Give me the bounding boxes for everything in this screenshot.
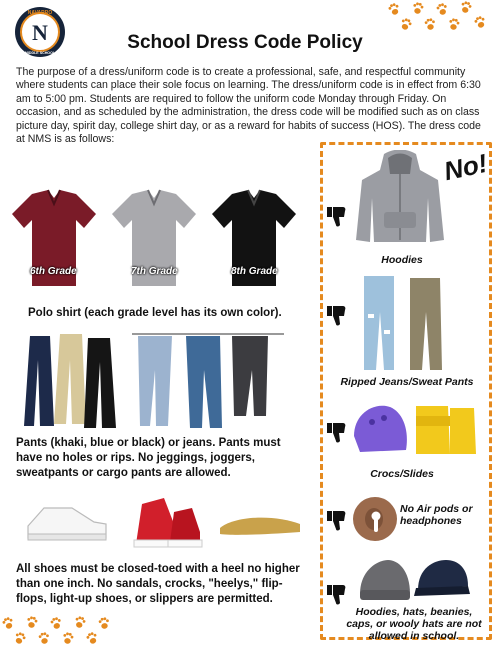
crocs-icon xyxy=(350,396,478,462)
polo-6th-label: 6th Grade xyxy=(30,266,77,277)
pants-caption: Pants (khaki, blue or black) or jeans. Pants must have no holes or rips. No jeggings, joggers, sweatpants or cargo pants are allowed. xyxy=(16,437,281,479)
prohibited-jeans-label: Ripped Jeans/Sweat Pants xyxy=(340,376,474,388)
prohibited-airpods-label: No Air pods or headphones xyxy=(400,503,473,527)
airpods-icon xyxy=(352,496,398,542)
prohibited-hoodies-label: Hoodies xyxy=(381,254,423,266)
logo-bottom-text: MIDDLE SCHOOL xyxy=(24,51,56,55)
shoes-caption: All shoes must be closed-toed with a heel no higher than one inch. No sandals, crocks, "heelys," flip-flops, light-up shoes, or slippers are permitted. xyxy=(16,563,300,605)
polo-8th-label: 8th Grade xyxy=(231,266,278,277)
school-logo xyxy=(14,6,66,58)
thumbs-down-icon xyxy=(327,421,347,443)
prohibited-crocs-label: Crocs/Slides xyxy=(370,468,434,480)
polo-7th-label: 7th Grade xyxy=(131,266,178,277)
jeans-illustration xyxy=(128,330,288,430)
intro-paragraph: The purpose of a dress/uniform code is to create a professional, safe, and respectful community where students can place their sole focus on learning. The dress/uniform code is in effect from 6:30 am to 5:00 pm. Students are required to follow the uniform code Monday through Friday. On occasion, and as scheduled by the administration, the dress code will be modified such as on class picture day, spirit day, college shirt day, or as a reward for habits of success (HOS). The dress code at NMS is as follows: xyxy=(16,66,481,146)
thumbs-down-icon xyxy=(327,304,347,326)
paw-prints-top-right xyxy=(384,0,500,34)
prohibited-hats-label: Hoodies, hats, beanies, caps, or wooly hats are not allowed in school. xyxy=(346,606,482,642)
logo-top-text: NAVARRO xyxy=(27,10,53,16)
hats-icon xyxy=(356,556,472,604)
thumbs-down-icon xyxy=(327,205,347,227)
hoodie-icon xyxy=(354,150,446,246)
logo-letter: N xyxy=(32,20,48,45)
pants-illustration xyxy=(22,330,122,430)
no-stamp: No! xyxy=(441,147,490,187)
polo-caption: Polo shirt (each grade level has its own color). xyxy=(28,307,282,319)
ripped-jeans-icon xyxy=(360,272,446,372)
paw-prints-bottom-left xyxy=(0,614,120,647)
page-title: School Dress Code Policy xyxy=(127,32,363,53)
thumbs-down-icon xyxy=(327,509,347,531)
thumbs-down-icon xyxy=(327,583,347,605)
shoes-illustration xyxy=(24,494,306,552)
